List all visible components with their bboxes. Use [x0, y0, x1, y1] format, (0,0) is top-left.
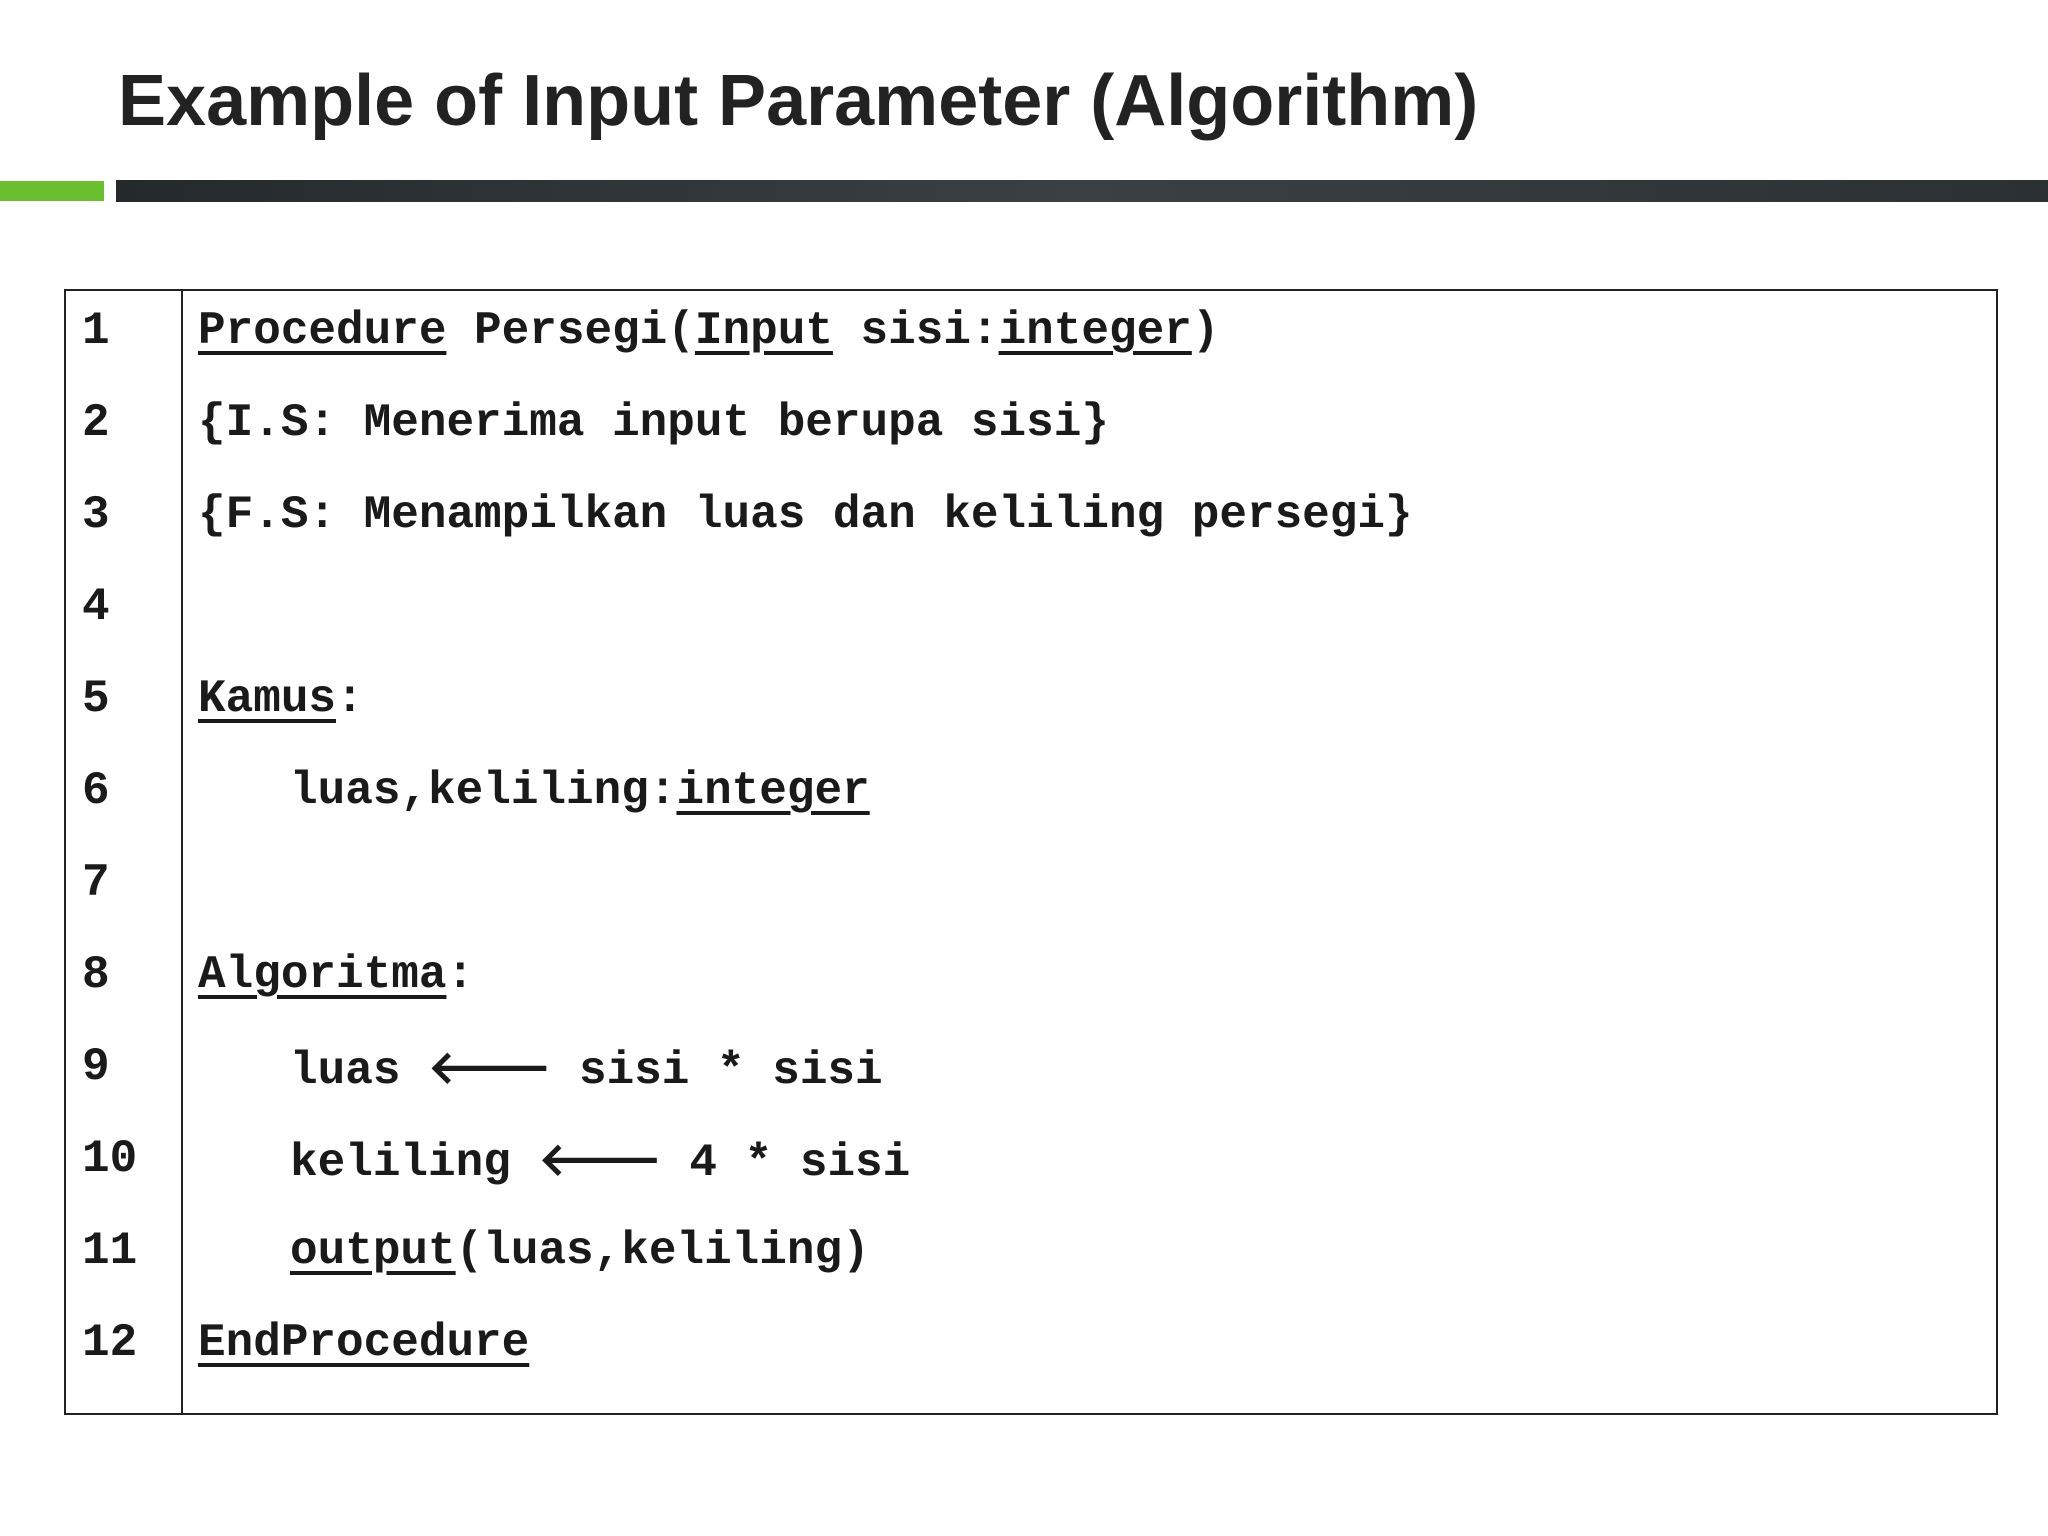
code-text: luas: [290, 1045, 429, 1097]
code-text: 4 * sisi: [661, 1137, 911, 1189]
line-number: 3: [82, 489, 110, 541]
code-table: [64, 289, 1998, 1415]
keyword-integer: integer: [676, 765, 870, 817]
assign-arrow-icon: 🡐: [538, 1132, 662, 1186]
line-number: 1: [82, 305, 110, 357]
code-text: ): [1191, 305, 1220, 357]
assign-arrow-icon: 🡐: [428, 1040, 552, 1094]
line-number: 5: [82, 673, 110, 725]
code-line: [66, 659, 1996, 751]
line-code: [198, 1129, 910, 1193]
code-text: Persegi(: [446, 305, 695, 357]
line-code: [198, 301, 1219, 361]
line-number: 7: [82, 857, 110, 909]
accent-bar-green: [0, 181, 104, 201]
keyword-integer: integer: [998, 305, 1192, 357]
line-code: [198, 761, 870, 821]
line-number: 2: [82, 397, 110, 449]
line-number: 6: [82, 765, 110, 817]
line-number: 11: [82, 1225, 138, 1277]
keyword-endprocedure: EndProcedure: [198, 1317, 530, 1369]
title-underline-bar: [116, 180, 2048, 202]
line-code: [198, 1037, 883, 1101]
keyword-procedure: Procedure: [198, 305, 447, 357]
code-line: [66, 475, 1996, 567]
line-code: {I.S: Menerima input berupa sisi}: [198, 397, 1109, 449]
slide-title: Example of Input Parameter (Algorithm): [118, 61, 1479, 141]
code-text: :: [336, 673, 364, 725]
code-text: sisi * sisi: [551, 1045, 883, 1097]
code-line: [66, 567, 1996, 659]
code-line: [66, 1303, 1996, 1395]
line-number: 12: [82, 1317, 138, 1369]
keyword-input: Input: [694, 305, 833, 357]
line-code: [198, 945, 474, 1005]
code-line: [66, 935, 1996, 1027]
code-text: sisi:: [832, 305, 999, 357]
code-text: :: [446, 949, 475, 1001]
code-text: keliling: [290, 1137, 539, 1189]
code-line: [66, 751, 1996, 843]
code-line: [66, 1119, 1996, 1211]
code-line: [66, 1211, 1996, 1303]
line-code: [198, 1221, 870, 1281]
code-text: luas,keliling:: [290, 765, 677, 817]
code-line: [66, 383, 1996, 475]
code-line: [66, 843, 1996, 935]
line-code: {F.S: Menampilkan luas dan keliling persegi}: [198, 489, 1413, 541]
line-number: 8: [82, 949, 110, 1001]
line-number: 4: [82, 581, 110, 633]
line-code: [198, 669, 364, 729]
line-code: [198, 1313, 529, 1373]
keyword-kamus: Kamus: [198, 673, 337, 725]
line-number: 9: [82, 1041, 110, 1093]
keyword-output: output: [290, 1225, 456, 1277]
keyword-algoritma: Algoritma: [198, 949, 447, 1001]
code-line: [66, 291, 1996, 383]
code-text: (luas,keliling): [455, 1225, 870, 1277]
line-number: 10: [82, 1133, 138, 1185]
code-line: [66, 1027, 1996, 1119]
